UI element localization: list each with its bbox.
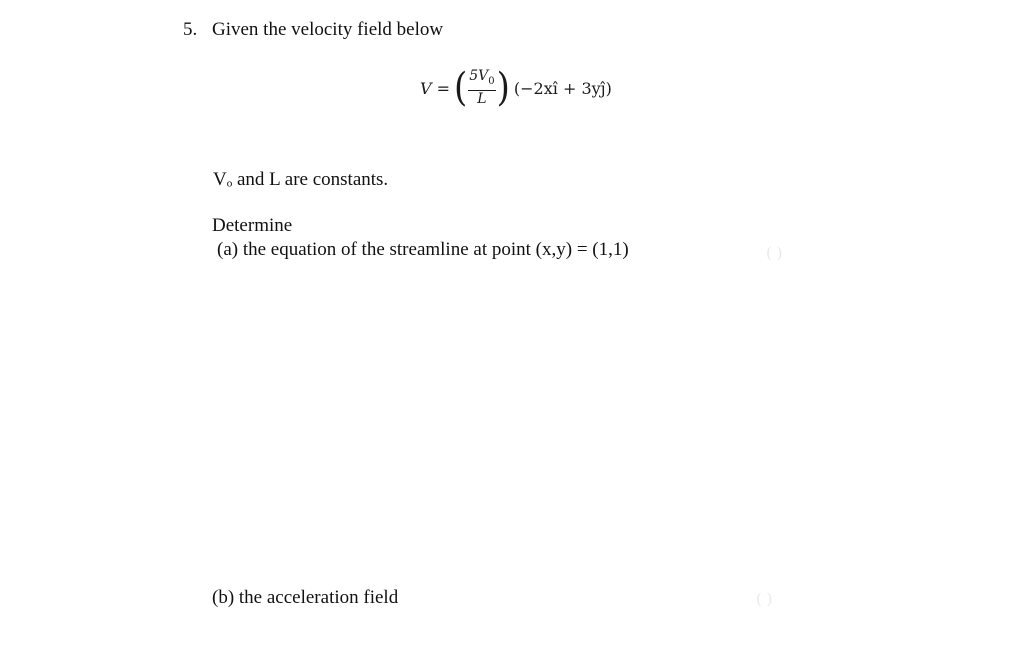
fraction-numerator xyxy=(468,69,495,91)
equation-fraction xyxy=(468,69,495,107)
equation-equals: = xyxy=(436,78,450,98)
faint-mark-a: ( ) xyxy=(766,244,783,262)
equation-rhs: (−2xî + 3yĵ) xyxy=(513,78,612,98)
question-prompt: Given the velocity field below xyxy=(212,19,444,40)
question-number: 5. xyxy=(183,19,198,40)
equation-lhs: V xyxy=(420,78,432,98)
constants-note: Vₒ and L are constants. xyxy=(213,169,389,190)
equation-paren-close: ) xyxy=(496,65,510,111)
equation-paren-open: ( xyxy=(453,65,468,111)
part-b-question: (b) the acceleration field xyxy=(212,587,399,608)
velocity-equation xyxy=(420,60,612,116)
fraction-denominator: L xyxy=(477,90,487,107)
faint-mark-b: ( ) xyxy=(756,590,773,608)
fraction-numerator-text: 5V xyxy=(469,68,489,85)
determine-label: Determine xyxy=(212,215,293,236)
part-a-question: (a) the equation of the streamline at point (x,y) = (1,1) xyxy=(217,239,629,260)
fraction-numerator-subscript: 0 xyxy=(488,75,495,87)
